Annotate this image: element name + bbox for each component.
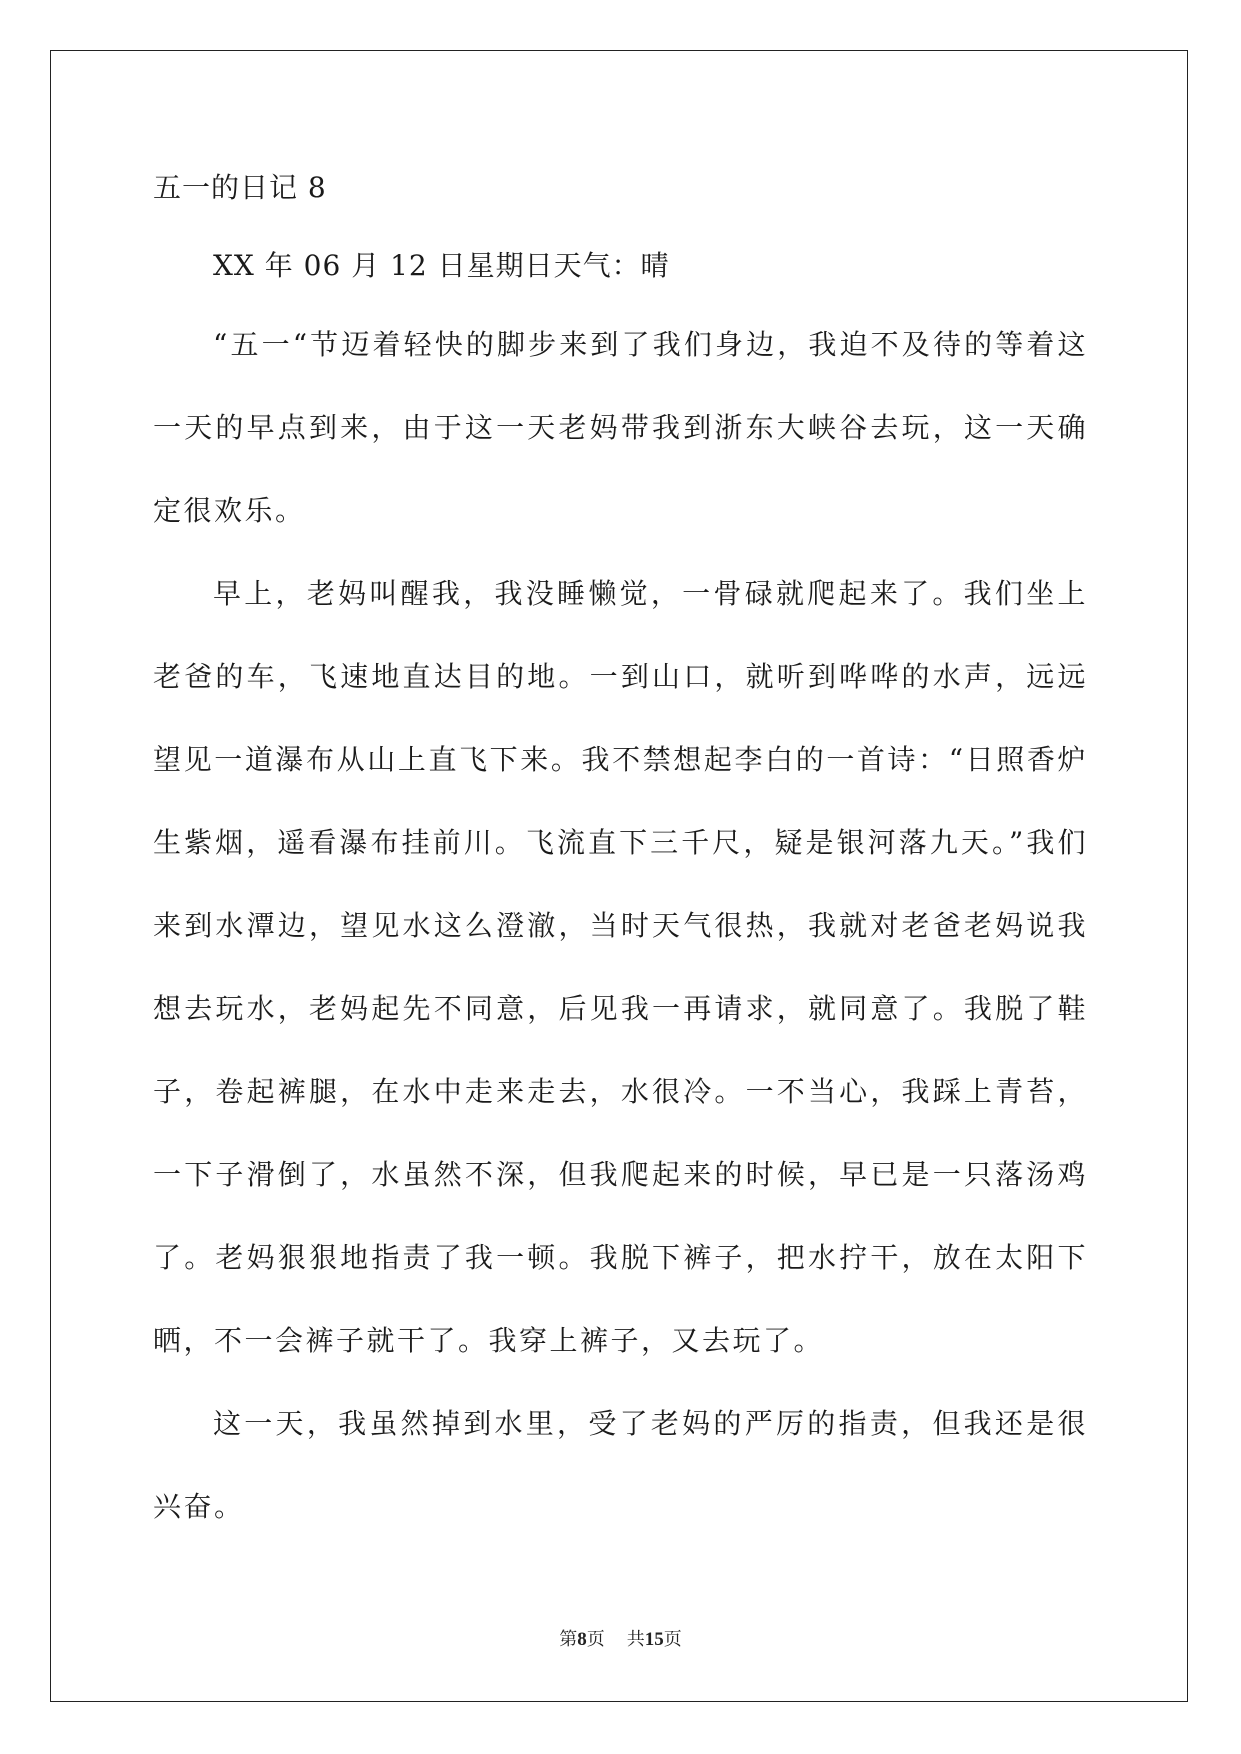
paragraph-1: “五一“节迈着轻快的脚步来到了我们身边，我迫不及待的等着这一天的早点到来，由于这一天老妈带我到浙东大峡谷去玩，这一天确定很欢乐。: [153, 328, 1088, 527]
page-number: 8: [577, 1629, 587, 1650]
page-prefix: 第: [559, 1629, 578, 1650]
total-pages: 15: [644, 1629, 664, 1650]
page-suffix: 页: [586, 1629, 605, 1650]
document-title: 五一的日记 8: [153, 171, 327, 204]
total-suffix: 页: [663, 1629, 682, 1650]
page-footer: [0, 1628, 1241, 1652]
total-prefix: 共: [626, 1629, 645, 1650]
date-weather-line: XX 年 06 月 12 日星期日天气：晴: [213, 249, 670, 282]
paragraph-3: 这一天，我虽然掉到水里，受了老妈的严厉的指责，但我还是很兴奋。: [153, 1407, 1088, 1523]
paragraph-2: 早上，老妈叫醒我，我没睡懒觉，一骨碌就爬起来了。我们坐上老爸的车，飞速地直达目的地。一到山口，就听到哗哗的水声，远远望见一道瀑布从山上直飞下来。我不禁想起李白的一首诗：“日照香炉生紫烟，遥看瀑布挂前川。飞流直下三千尺，疑是银河落九天。”我们来到水潭边，望见水这么澄澈，当时天气很热，我就对老爸老妈说我想去玩水，老妈起先不同意，后见我一再请求，就同意了。我脱了鞋子，卷起裤腿，在水中走来走去，水很冷。一不当心，我踩上青苔，一下子滑倒了，水虽然不深，但我爬起来的时候，早已是一只落汤鸡了。老妈狠狠地指责了我一顿。我脱下裤子，把水拧干，放在太阳下晒，不一会裤子就干了。我穿上裤子，又去玩了。: [153, 577, 1088, 1357]
document-body: [153, 160, 1088, 1548]
